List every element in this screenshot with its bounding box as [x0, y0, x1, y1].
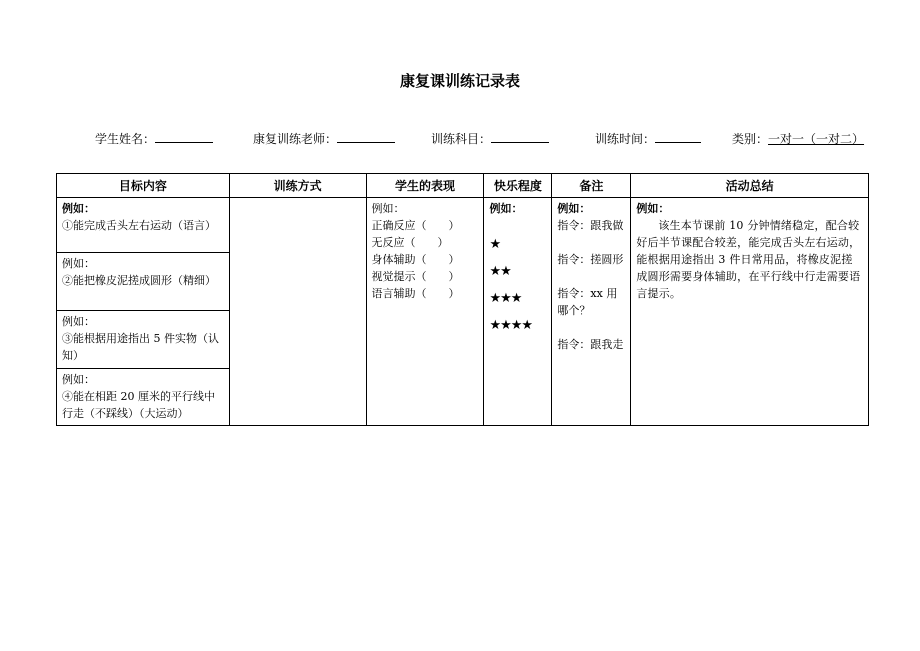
notes-example-label: 例如： — [557, 202, 591, 215]
happiness-levels — [489, 231, 546, 339]
subject-field — [431, 130, 549, 147]
notes-cell[interactable] — [552, 198, 631, 426]
header-summary: 活动总结 — [631, 174, 869, 198]
page-title: 康复课训练记录表 — [399, 72, 520, 90]
note-item: 指令：跟我做 — [557, 219, 624, 232]
performance-cell[interactable] — [366, 198, 484, 426]
performance-item: 无反应（ ） — [371, 236, 449, 249]
performance-item: 语言辅助（ ） — [371, 287, 460, 300]
student-name-label: 学生姓名： — [95, 132, 156, 146]
method-cell[interactable] — [229, 198, 366, 426]
goal-example-label: 例如： — [62, 315, 95, 328]
category-field — [732, 130, 864, 147]
header-method: 训练方式 — [229, 174, 366, 198]
happiness-cell[interactable] — [484, 198, 552, 426]
goal-cell-1[interactable] — [57, 198, 230, 253]
note-item: 指令：搓圆形 — [557, 253, 624, 266]
time-blank[interactable] — [655, 130, 701, 143]
summary-text: 该生本节课前 10 分钟情绪稳定，配合较好后半节课配合较差，能完成舌头左右运动，能根据用途指出 3 件日常用品，将橡皮泥搓成圆形需要身体辅助，在平行线中行走需要语言提示。 — [636, 219, 861, 300]
category-value: 一对一（一对二） — [768, 132, 865, 146]
goal-text: ②能把橡皮泥搓成圆形（精细） — [62, 274, 216, 287]
performance-example-label: 例如： — [371, 202, 405, 215]
goal-cell-4[interactable] — [57, 369, 230, 426]
teacher-blank[interactable] — [337, 130, 395, 143]
subject-blank[interactable] — [491, 130, 549, 143]
goal-example-label: 例如： — [62, 373, 95, 386]
goal-example-label: 例如： — [62, 202, 95, 215]
training-record-table — [56, 173, 869, 426]
summary-cell[interactable] — [631, 198, 869, 426]
note-item: 指令：xx 用哪个？ — [557, 287, 618, 317]
goal-text: ④能在相距 20 厘米的平行线中行走（不踩线）（大运动） — [62, 390, 215, 420]
goal-text: ③能根据用途指出 5 件实物（认知） — [62, 332, 219, 362]
time-field — [595, 130, 701, 147]
summary-example-label: 例如： — [636, 202, 670, 215]
happiness-example-label: 例如： — [489, 202, 523, 215]
student-name-blank[interactable] — [155, 130, 213, 143]
goal-cell-3[interactable] — [57, 311, 230, 369]
category-label: 类别： — [732, 132, 769, 146]
table-row — [57, 198, 869, 253]
goal-text: ①能完成舌头左右运动（语言） — [62, 219, 216, 232]
performance-item: 身体辅助（ ） — [371, 253, 460, 266]
performance-item: 正确反应（ ） — [371, 219, 460, 232]
goal-cell-2[interactable] — [57, 253, 230, 311]
subject-label: 训练科目： — [431, 132, 492, 146]
star-rating-1: ★ — [489, 237, 501, 252]
star-rating-4: ★★★★ — [489, 318, 533, 333]
time-label: 训练时间： — [595, 132, 656, 146]
header-happiness: 快乐程度 — [484, 174, 552, 198]
star-rating-3: ★★★ — [489, 291, 522, 306]
note-item: 指令：跟我走 — [557, 338, 624, 351]
table-header-row — [57, 174, 869, 198]
header-notes: 备注 — [552, 174, 631, 198]
teacher-field — [253, 130, 395, 147]
teacher-label: 康复训练老师： — [253, 132, 338, 146]
performance-item: 视觉提示（ ） — [371, 270, 460, 283]
header-performance: 学生的表现 — [366, 174, 484, 198]
student-name-field — [95, 130, 213, 147]
star-rating-2: ★★ — [489, 264, 511, 279]
goal-example-label: 例如： — [62, 257, 95, 270]
header-goal: 目标内容 — [57, 174, 230, 198]
